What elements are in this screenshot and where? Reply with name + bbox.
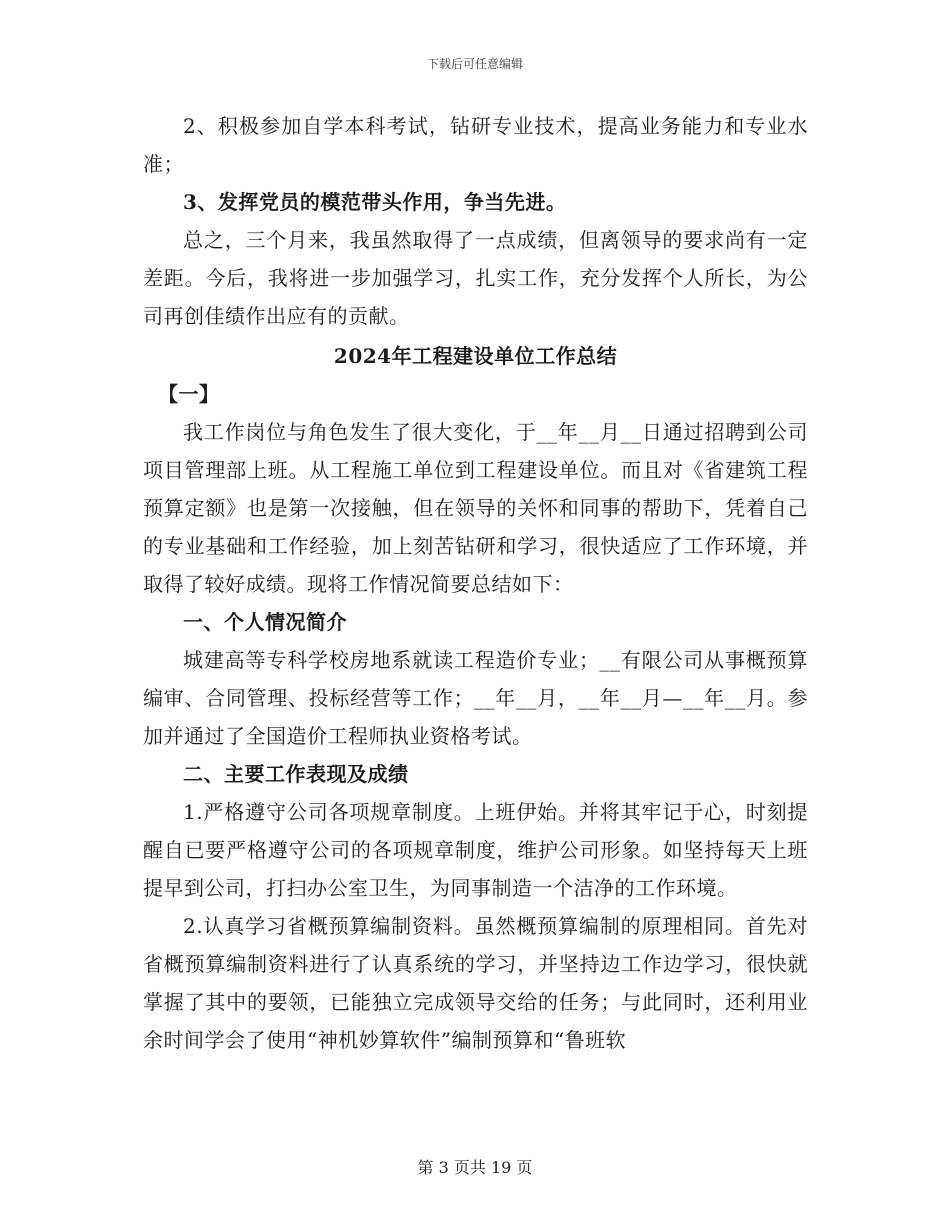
paragraph-intro: 我工作岗位与角色发生了很大变化，于__年__月__日通过招聘到公司项目管理部上班。从工程施工单位到工程建设单位。而且对《省建筑工程预算定额》也是第一次接触，但在领导的关怀和同事的帮助下，凭着自己的专业基础和工作经验，加上刻苦钻研和学习，很快适应了工作环境，并取得了较好成绩。现将工作情况简要总结如下：: [143, 420, 808, 596]
heading-personal-info: 一、个人情况简介: [183, 610, 347, 634]
page-header: 下载后可任意编辑: [426, 57, 523, 71]
document-title: 2024年工程建设单位工作总结: [333, 344, 618, 368]
page-footer: 第 3 页共 19 页: [417, 1158, 533, 1177]
section-marker: 【一】: [158, 382, 220, 406]
heading-main-work: 二、主要工作表现及成绩: [183, 762, 409, 786]
paragraph-personal-info: 城建高等专科学校房地系就读工程造价专业；__有限公司从事概预算编审、合同管理、投标经营等工作；__年__月，__年__月—__年__月。参加并通过了全国造价工程师执业资格考试。: [143, 648, 808, 748]
paragraph-item-3: 3、发挥党员的模范带头作用，争当先进。: [183, 190, 567, 214]
paragraph-summary: 总之，三个月来，我虽然取得了一点成绩，但离领导的要求尚有一定差距。今后，我将进一步加强学习，扎实工作，充分发挥个人所长，为公司再创佳绩作出应有的贡献。: [143, 228, 808, 328]
document-body: [143, 107, 808, 1059]
paragraph-work-1: 1.严格遵守公司各项规章制度。上班伊始。并将其牢记于心，时刻提醒自已要严格遵守公司的各项规章制度，维护公司形象。如坚持每天上班提早到公司，打扫办公室卫生，为同事制造一个洁净的工作环境。: [143, 800, 808, 900]
paragraph-work-2: 2.认真学习省概预算编制资料。虽然概预算编制的原理相同。首先对省概预算编制资料进行了认真系统的学习，并坚持边工作边学习，很快就掌握了其中的要领，已能独立完成领导交给的任务；与此同时，还利用业余时间学会了使用“神机妙算软件”编制预算和“鲁班软: [143, 914, 808, 1052]
paragraph-item-2: 2、积极参加自学本科考试，钻研专业技术，提高业务能力和专业水准；: [143, 114, 808, 176]
